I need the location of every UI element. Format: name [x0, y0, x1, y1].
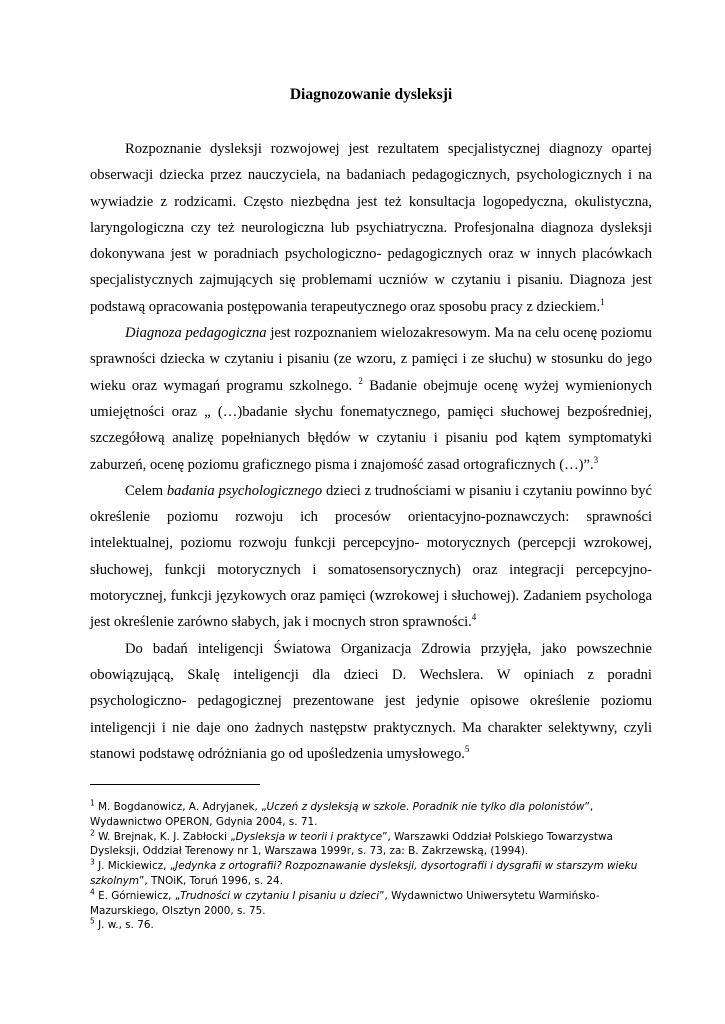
footnote-number: 3	[90, 857, 95, 867]
footnote	[90, 889, 650, 919]
footnote-ref: 2	[358, 375, 363, 386]
footnote-text: ”, Wydawnictwo Uniwersytetu Warmińsko-Mazurskiego, Olsztyn 2000, s. 75.	[90, 889, 600, 917]
footnote-text: J. Mickiewicz, „	[94, 860, 176, 873]
footnote	[90, 800, 650, 830]
footnote-number: 2	[90, 828, 95, 838]
paragraph	[90, 636, 652, 767]
footnotes	[90, 800, 650, 933]
footnote	[90, 830, 650, 860]
paragraph-text: dzieci z trudnościami w pisaniu i czytaniu powinno być określenie poziomu rozwoju ich procesów orientacyjno-poznawczych: sprawności intelektualnej, poziomu rozwoju funkcji percepcyjno- motorycznych (percepcji wzrokowej, słuchowej, funkcji motorycznych i somatosensorycznych) oraz integracji percepcyjno-motorycznej, funkcji językowych oraz pamięci (wzrokowej i słuchowej). Zadaniem psychologa jest określenie zarówno słabych, jak i mocnych stron sprawności.	[90, 482, 652, 631]
footnote-title: Dysleksja w teorii i praktyce	[235, 830, 383, 843]
paragraph-text: Rozpoznanie dysleksji rozwojowej jest rezultatem specjalistycznej diagnozy opartej obserwacji dziecka przez nauczyciela, na badaniach pedagogicznych, psychologicznych i na wywiadzie z rodzicami. Często niezbędna jest też konsultacja logopedyczna, okulistyczna, laryngologiczna czy też neurologiczna lub psychiatryczna. Profesjonalna diagnoza dysleksji dokonywana jest w poradniach psychologiczno- pedagogicznych oraz w innych placówkach specjalistycznych zajmujących się problemami uczniów w czytaniu i pisaniu. Diagnoza jest podstawą opracowania postępowania terapeutycznego oraz sposobu pracy z dzieckiem.	[90, 141, 652, 315]
footnote-text: ”, Wydawnictwo OPERON, Gdynia 2004, s. 71.	[90, 801, 594, 828]
footnote-text: ”, Warszawki Oddział Polskiego Towarzystwa Dysleksji, Oddział Terenowy nr 1, Warszawa 1999r, s. 73, za: B. Zakrzewską, (1994).	[90, 830, 613, 858]
paragraph-text: jest rozpoznaniem wielozakresowym. Ma na celu ocenę poziomu sprawności dziecka w czytaniu i pisaniu (ze wzoru, z pamięci i ze słuchu) w stosunku do jego wieku oraz wymagań programu szkolnego.	[90, 325, 652, 394]
footnote-ref: 1	[600, 296, 605, 307]
footnote-separator	[90, 784, 260, 785]
footnote-text: E. Górniewicz, „	[94, 889, 181, 902]
footnote-ref: 3	[593, 454, 599, 465]
footnote-text: W. Brejnak, K. J. Zabłocki „	[94, 830, 236, 843]
footnote-number: 4	[90, 887, 95, 897]
paragraph	[90, 136, 652, 320]
footnote-ref: 4	[471, 612, 477, 623]
paragraph-text: Badanie obejmuje ocenę wyżej wymienionych umiejętności oraz „ (…)badanie słychu fonematycznego, pamięci słuchowej bezpośredniej, szczegółową analizę popełnianych błędów w czytaniu i pisaniu pod kątem symptomatyki zaburzeń, ocenę poziomu graficznego pisma i znajomość zasad ortograficznych (…)”.	[90, 377, 652, 473]
paragraph	[90, 320, 652, 478]
footnote-text: M. Bogdanowicz, A. Adryjanek, „	[94, 801, 267, 813]
document-body	[90, 136, 652, 767]
paragraph-text: Do badań inteligencji Światowa Organizacja Zdrowia przyjęła, jako powszechnie obowiązującą, Skalę inteligencji dla dzieci D. Wechslera. W opiniach z poradni psychologiczno- pedagogicznej prezentowane jest jedynie opisowe określenie poziomu inteligencji i nie daje ono żadnych następstw praktycznych. Ma charakter selektywny, czyli stanowi podstawę odróżniania go od upośledzenia umysłowego.	[90, 640, 652, 762]
page-title: Diagnozowanie dysleksji	[289, 86, 453, 103]
paragraph-italic-lead: Diagnoza pedagogiczna	[125, 325, 267, 342]
footnote-title: Trudności w czytaniu I pisaniu u dzieci	[180, 889, 380, 902]
footnote-text: ”, TNOiK, Toruń 1996, s. 24.	[139, 874, 283, 887]
paragraph-text: Celem	[125, 482, 167, 499]
footnote-number: 5	[90, 916, 95, 926]
footnote-title: Uczeń z dysleksją w szkole. Poradnik nie tylko dla polonistów	[266, 801, 585, 813]
footnote-ref: 5	[464, 743, 470, 754]
paragraph	[90, 478, 652, 636]
footnote-number: 1	[90, 798, 95, 808]
paragraph-italic: badania psychologicznego	[166, 482, 323, 499]
footnote-text: J. w., s. 76.	[94, 919, 154, 932]
footnote	[90, 918, 650, 933]
footnote	[90, 859, 650, 889]
footnote-title: Jedynka z ortografii? Rozpoznawanie dysleksji, dysortografii i dysgrafii w starszym wieku szkolnym	[90, 860, 638, 887]
